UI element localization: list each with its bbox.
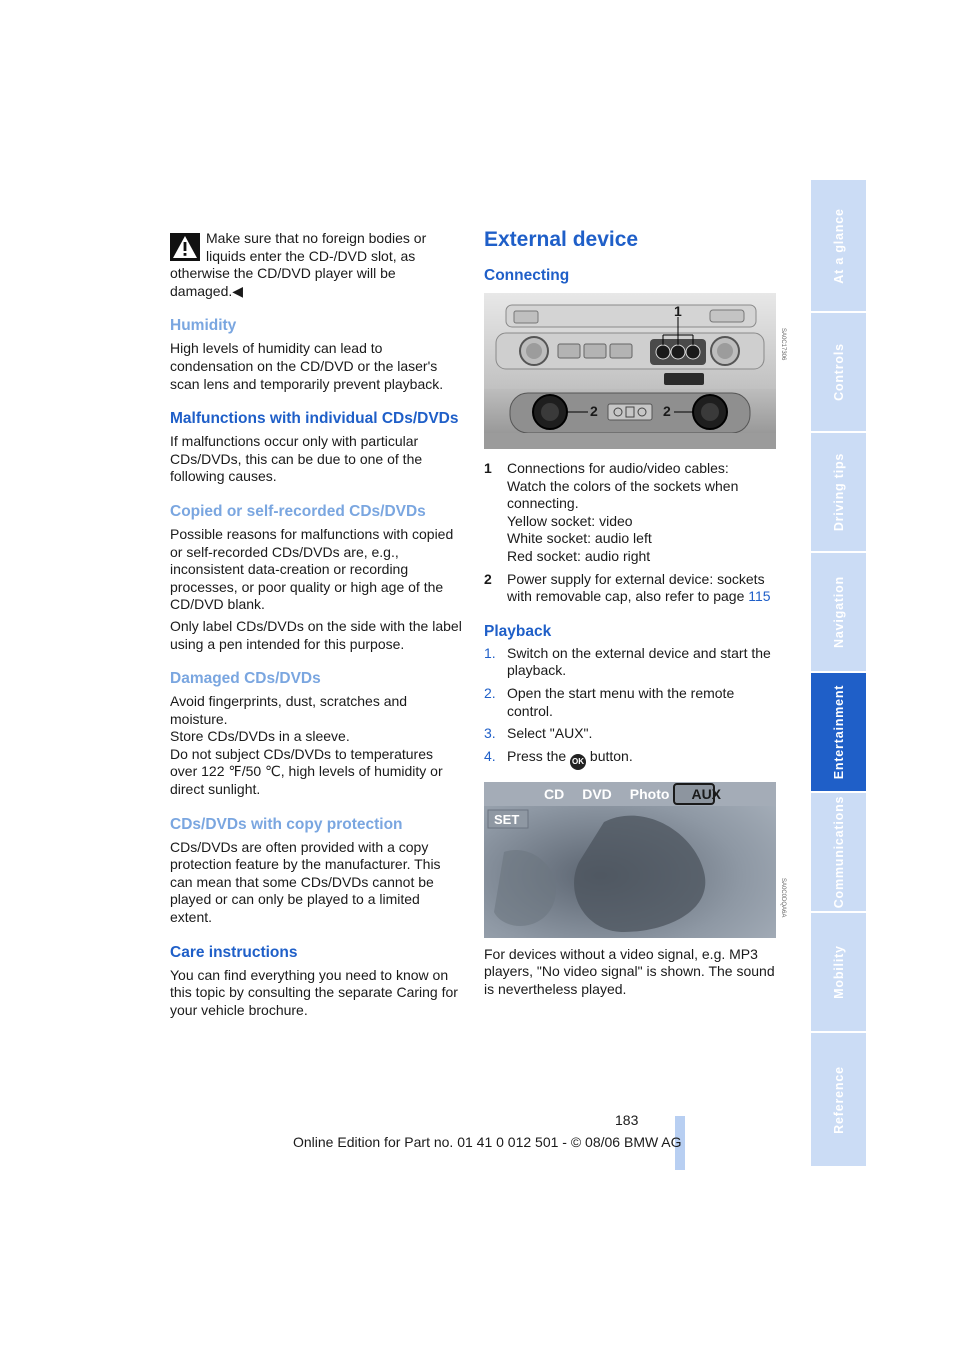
playback-step: [484, 725, 776, 743]
section-heading: Malfunctions with individual CDs/DVDs: [170, 410, 459, 428]
left-sections: [170, 317, 462, 1019]
section: [170, 503, 462, 653]
step-text: Switch on the external device and start the playback.: [507, 644, 771, 679]
radio-panel-drawing: [484, 293, 776, 449]
menu-aux[interactable]: AUX: [691, 785, 722, 802]
item-text: Power supply for external device: sockets with removable cap, also refer to page: [507, 570, 765, 605]
chapter-tab-label: Reference: [831, 1065, 846, 1134]
playback-step: [484, 685, 776, 720]
end-marker: ◀: [232, 282, 244, 299]
radio-panel-photo: [484, 293, 776, 449]
playback-step: [484, 748, 776, 770]
step-text: Select "AUX".: [507, 725, 593, 742]
connect-list: [484, 460, 776, 606]
chapter-tab-label: Entertainment: [831, 684, 846, 780]
playback-step: [484, 645, 776, 680]
page-title: External device: [484, 228, 639, 251]
step-number: 3.: [484, 725, 496, 742]
chapter-tab[interactable]: [811, 180, 866, 311]
section-paragraph: Only label CDs/DVDs on the side with the label using a pen intended for this purpose.: [170, 617, 462, 652]
section-heading: CDs/DVDs with copy protection: [170, 815, 403, 833]
chapter-tab[interactable]: [811, 913, 866, 1031]
aux-screen-drawing: [484, 782, 776, 938]
playback-list: [484, 645, 776, 770]
section: [170, 944, 462, 1020]
connecting-heading: Connecting: [484, 267, 570, 284]
chapter-tab-label: Navigation: [831, 576, 846, 648]
section: [170, 410, 462, 486]
section-paragraph: Store CDs/DVDs in a sleeve.: [170, 728, 350, 745]
chapter-tab[interactable]: [811, 433, 866, 551]
ok-button-icon: OK: [570, 754, 586, 770]
item-number: 1: [484, 460, 492, 476]
chapter-tab[interactable]: [811, 673, 866, 791]
photo-code-2: SA0C0DQA6A: [780, 878, 786, 918]
note-text: For devices without a video signal, e.g. MP3 players, "No video signal" is shown. The sound is nevertheless played.: [484, 945, 775, 997]
aux-screen-photo: [484, 782, 776, 938]
chapter-tab-label: Communications: [831, 795, 846, 909]
section-paragraph: High levels of humidity can lead to condensation on the CD/DVD or the laser's scan lens and temporarily prevent playback.: [170, 340, 444, 392]
step-text: Open the start menu with the remote control.: [507, 684, 735, 719]
step-number: 4.: [484, 747, 496, 764]
section-paragraph: Possible reasons for malfunctions with copied or self-recorded CDs/DVDs are, e.g., inconsistent data-creation or recording processes, or poor quality or high age of the CD/DVD blank.: [170, 525, 454, 613]
section-paragraph: Avoid fingerprints, dust, scratches and moisture.: [170, 693, 408, 727]
chapter-tab[interactable]: [811, 313, 866, 431]
item-number: 2: [484, 570, 492, 587]
screen-set[interactable]: SET: [494, 811, 520, 827]
item-line: Red socket: audio right: [507, 547, 651, 564]
chapter-tab[interactable]: [811, 1033, 866, 1166]
menu-dvd[interactable]: DVD: [582, 785, 612, 802]
page-number: 183: [615, 1112, 639, 1128]
section-heading: Humidity: [170, 317, 237, 335]
item-line: Yellow socket: video: [507, 512, 633, 529]
warning-note: [170, 230, 462, 300]
chapter-tab-label: Mobility: [831, 945, 846, 999]
callout-1: 1: [674, 303, 682, 319]
section-paragraph: You can find everything you need to know on this topic by consulting the separate Caring for your vehicle brochure.: [170, 966, 458, 1018]
step-number: 1.: [484, 644, 496, 661]
section-heading: Damaged CDs/DVDs: [170, 670, 321, 688]
item-line: Connections for audio/video cables:: [507, 460, 729, 476]
step-text-post: button.: [586, 747, 633, 764]
left-column: [170, 230, 462, 1019]
chapter-tab-label: Controls: [831, 343, 846, 401]
section-heading: Care instructions: [170, 943, 298, 961]
section-heading: Copied or self-recorded CDs/DVDs: [170, 502, 426, 520]
chapter-tab[interactable]: [811, 553, 866, 671]
chapter-tab-label: At a glance: [831, 207, 846, 284]
section: [170, 670, 462, 799]
playback-heading: Playback: [484, 622, 552, 640]
section-paragraph: If malfunctions occur only with particular CDs/DVDs, this can be due to one of the following causes.: [170, 433, 423, 485]
callout-2a: 2: [590, 403, 598, 419]
callout-2b: 2: [663, 403, 671, 419]
menu-cd[interactable]: CD: [544, 785, 565, 802]
page-link[interactable]: 115: [748, 588, 771, 605]
chapter-tabs: [811, 180, 866, 1168]
screen-menu: [544, 786, 721, 802]
item-line: Watch the colors of the sockets when connecting.: [507, 477, 739, 512]
section: [170, 317, 462, 393]
chapter-tab[interactable]: [811, 793, 866, 911]
section-paragraph: CDs/DVDs are often provided with a copy protection feature by the manufacturer. This can mean that some CDs/DVDs cannot be played or can only be played to a limited extent.: [170, 838, 441, 926]
section-paragraph: Do not subject CDs/DVDs to temperatures over 122 ℉/50 ℃, high levels of humidity or direct sunlight.: [170, 745, 443, 798]
item-line: White socket: audio left: [507, 530, 652, 547]
step-number: 2.: [484, 684, 496, 701]
photo-code-1: SA0C17306: [780, 328, 786, 361]
step-text-pre: Press the: [507, 747, 571, 764]
section: [170, 816, 462, 927]
list-item: [484, 460, 776, 566]
list-item: [484, 571, 776, 606]
edition-text: Online Edition for Part no. 01 41 0 012 501 - © 08/06 BMW AG: [293, 1134, 682, 1150]
warning-icon: [170, 233, 200, 261]
warning-text: Make sure that no foreign bodies or liquids enter the CD-/DVD slot, as otherwise the CD/DVD player will be damaged.: [170, 230, 427, 299]
menu-photo[interactable]: Photo: [629, 785, 670, 802]
right-column: [484, 228, 786, 999]
chapter-tab-label: Driving tips: [831, 452, 846, 532]
